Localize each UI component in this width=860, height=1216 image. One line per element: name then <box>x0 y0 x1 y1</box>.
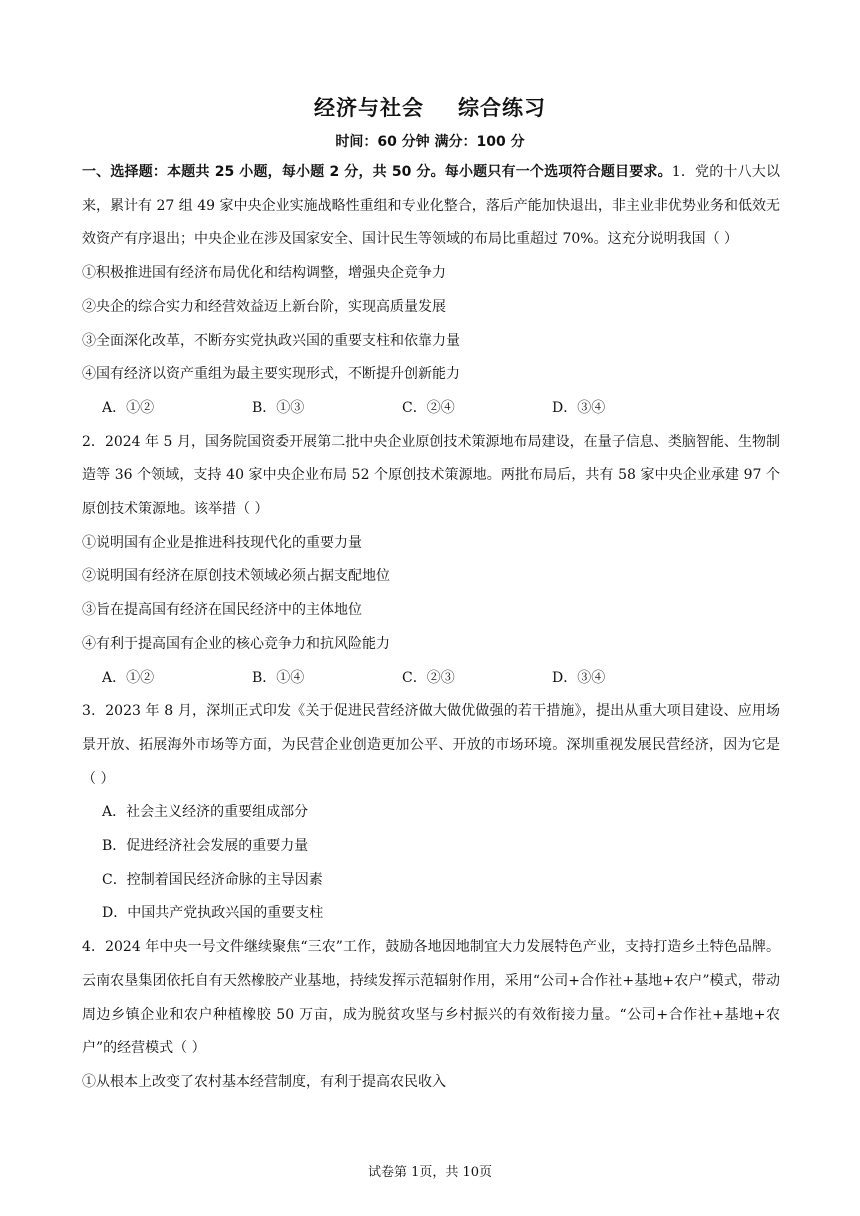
statement: ④国有经济以资产重组为最主要实现形式，不断提升创新能力 <box>82 366 460 383</box>
title-part-2: 综合练习 <box>458 96 546 120</box>
page-footer: 试卷第 1页，共 10页 <box>367 1165 493 1180</box>
statement: ①积极推进国有经济布局优化和结构调整，增强央企竞争力 <box>82 265 446 282</box>
question-1-stem: 1．党的十八大以来，累计有 27 组 49 家中央企业实施战略性重组和专业化整合，落后产能加快退出，非主业非优势业务和低效无效资产有序退出；中央企业在涉及国家安全、国计民生等领域的布局比重超过 70%。这充分说明我国（ ） <box>82 164 780 248</box>
statement: ②央企的综合实力和经营效益迈上新台阶，实现高质量发展 <box>82 298 446 315</box>
option-d: D．③④ <box>552 399 606 416</box>
option-b: B．①③ <box>252 399 305 416</box>
option-c: C．控制着国民经济命脉的主导因素 <box>102 871 323 888</box>
statement: ②说明国有经济在原创技术领域必须占据支配地位 <box>82 568 390 585</box>
statement: ①说明国有企业是推进科技现代化的重要力量 <box>82 534 362 551</box>
option-a: A．社会主义经济的重要组成部分 <box>102 804 309 821</box>
section-heading: 一、选择题：本题共 25 小题，每小题 2 分，共 50 分。每小题只有一个选项符合题目要求。 <box>82 164 672 180</box>
option-a: A．①② <box>102 669 155 686</box>
statement: ①从根本上改变了农村基本经营制度，有利于提高农民收入 <box>82 1073 446 1090</box>
statement: ③旨在提高国有经济在国民经济中的主体地位 <box>82 602 362 619</box>
question-2-stem: 2．2024 年 5 月，国务院国资委开展第二批中央企业原创技术策源地布局建设，在量子信息、类脑智能、生物制造等 36 个领域，支持 40 家中央企业布局 52 个原创技术策源地。两批布局后，共有 58 家中央企业承建 97 个原创技术策源地。该举措（ ） <box>82 433 780 518</box>
option-c: C．②④ <box>402 399 455 416</box>
question-1-options <box>82 392 780 426</box>
exam-info: 时间：60 分钟 满分：100 分 <box>335 134 525 150</box>
statement: ④有利于提高国有企业的核心竞争力和抗风险能力 <box>82 635 390 652</box>
option-c: C．②③ <box>402 669 455 686</box>
option-a: A．①② <box>102 399 155 416</box>
exam-content <box>82 156 780 1100</box>
question-3-stem: 3．2023 年 8 月，深圳正式印发《关于促进民营经济做大做优做强的若干措施》，提出从重大项目建设、应用场景开放、拓展海外市场等方面，为民营企业创造更加公平、开放的市场环境。深圳重视发展民营经济，因为它是（ ） <box>82 703 780 787</box>
option-d: D．中国共产党执政兴国的重要支柱 <box>102 905 324 922</box>
option-b: B．①④ <box>252 669 305 686</box>
statement: ③全面深化改革，不断夯实党执政兴国的重要支柱和依靠力量 <box>82 332 460 349</box>
option-b: B．促进经济社会发展的重要力量 <box>102 838 309 855</box>
page-title <box>0 92 860 122</box>
question-4-stem: 4．2024 年中央一号文件继续聚焦“三农”工作，鼓励各地因地制宜大力发展特色产业，支持打造乡土特色品牌。云南农垦集团依托自有天然橡胶产业基地，持续发挥示范辐射作用，采用“公司+合作社+基地+农户”模式，带动周边乡镇企业和农户种植橡胶 50 万亩，成为脱贫攻坚与乡村振兴的有效衔接力量。“公司+合作社+基地+农户”的经营模式（ ） <box>82 939 780 1057</box>
option-d: D．③④ <box>552 669 606 686</box>
question-1 <box>82 156 780 257</box>
question-2-options <box>82 662 780 696</box>
title-part-1: 经济与社会 <box>314 96 424 120</box>
